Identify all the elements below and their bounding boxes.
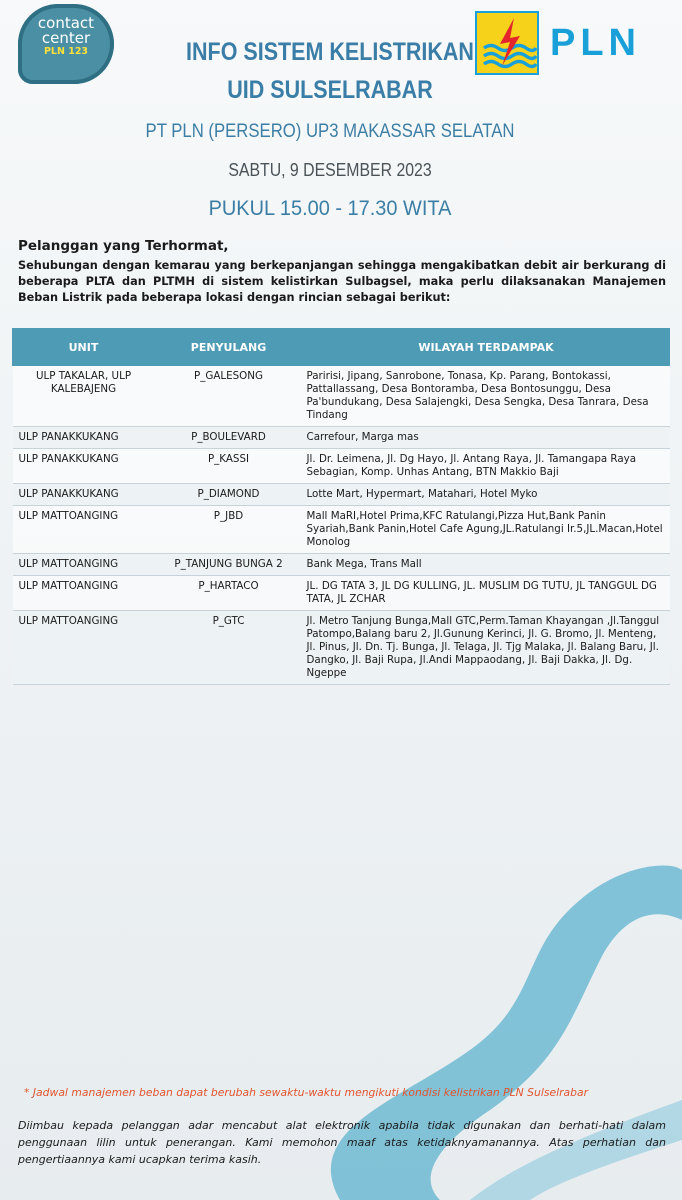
header-area: WILAYAH TERDAMPAK (303, 329, 670, 366)
cell-feeder: P_BOULEVARD (155, 427, 303, 449)
cell-unit: ULP MATTOANGING (13, 576, 155, 611)
table-row (13, 554, 670, 576)
cell-unit: ULP MATTOANGING (13, 554, 155, 576)
closing-paragraph: Diimbau kepada pelanggan adar mencabut alat elektronik apabila tidak digunakan dan berhati-hati dalam penggunaan lilin untuk penerangan. Kami memohon maaf atas ketidaknyamanannya. Atas perhatian dan pengertiaannya kami ucapkan terima kasih. (18, 1119, 666, 1166)
cell-feeder: P_JBD (155, 506, 303, 554)
pln-wordmark: PLN (550, 22, 641, 64)
schedule-date: SABTU, 9 DESEMBER 2023 (228, 160, 432, 180)
cell-unit: ULP MATTOANGING (13, 611, 155, 685)
cell-feeder: P_GALESONG (155, 366, 303, 427)
schedule-table (12, 328, 670, 685)
schedule-note: * Jadwal manajemen beban dapat berubah sewaktu-waktu mengikuti kondisi kelistrikan PLN Sulselrabar (24, 1086, 589, 1099)
cell-feeder: P_GTC (155, 611, 303, 685)
table-row (13, 611, 670, 685)
cell-area: Bank Mega, Trans Mall (303, 554, 670, 576)
header-unit: UNIT (13, 329, 155, 366)
cell-unit: ULP PANAKKUKANG (13, 484, 155, 506)
title-line-1: INFO SISTEM KELISTRIKAN (186, 38, 474, 66)
cell-feeder: P_KASSI (155, 449, 303, 484)
cell-feeder: P_TANJUNG BUNGA 2 (155, 554, 303, 576)
table-row (13, 427, 670, 449)
badge-line-1: contact (37, 14, 95, 32)
cell-area: Jl. Dr. Leimena, Jl. Dg Hayo, Jl. Antang Raya, Jl. Tamangapa Raya Sebagian, Komp. Unhas Antang, BTN Makkio Baji (303, 449, 670, 484)
company-name: PT PLN (PERSERO) UP3 MAKASSAR SELATAN (145, 121, 515, 142)
table-row (13, 506, 670, 554)
cell-area: JL. DG TATA 3, JL DG KULLING, JL. MUSLIM DG TUTU, JL TANGGUL DG TATA, JL ZCHAR (303, 576, 670, 611)
schedule-time: PUKUL 15.00 - 17.30 WITA (208, 197, 452, 220)
cell-unit: ULP MATTOANGING (13, 506, 155, 554)
cell-area: Lotte Mart, Hypermart, Matahari, Hotel Myko (303, 484, 670, 506)
cell-unit: ULP TAKALAR, ULP KALEBAJENG (13, 366, 155, 427)
table-row (13, 484, 670, 506)
intro-paragraph: Sehubungan dengan kemarau yang berkepanjangan sehingga mengakibatkan debit air berkurang di beberapa PLTA dan PLTMH di sistem kelistirkan Sulbagsel, maka perlu dilaksanakan Manajemen Beban Listrik pada beberapa lokasi dengan rincian sebagai berikut: (18, 259, 666, 304)
cell-unit: ULP PANAKKUKANG (13, 427, 155, 449)
cell-area: Paririsi, Jipang, Sanrobone, Tonasa, Kp. Parang, Bontokassi, Pattallassang, Desa Bontoramba, Desa Bontosunggu, Desa Pa'bundukang, Desa Salajengki, Desa Sengka, Desa Tanrara, Desa Tindang (303, 366, 670, 427)
table-row (13, 449, 670, 484)
cell-area: Carrefour, Marga mas (303, 427, 670, 449)
badge-line-3: PLN 123 (43, 46, 89, 57)
greeting: Pelanggan yang Terhormat, (18, 238, 229, 254)
table-row (13, 366, 670, 427)
table-header-row (13, 329, 670, 366)
title-line-2: UID SULSELRABAR (227, 76, 433, 104)
badge-line-2: center (41, 29, 91, 47)
header-feeder: PENYULANG (155, 329, 303, 366)
cell-feeder: P_DIAMOND (155, 484, 303, 506)
cell-area: Jl. Metro Tanjung Bunga,Mall GTC,Perm.Taman Khayangan ,Jl.Tanggul Patompo,Balang baru 2, Jl.Gunung Kerinci, Jl. G. Bromo, Jl. Menteng, Jl. Pinus, Jl. Dn. Tj. Bunga, Jl. Telaga, Jl. Tjg Malaka, Jl. Balang Baru, Jl. Dangko, Jl. Baji Rupa, Jl.Andi Mappaodang, Jl. Baji Dakka, Jl. Dg. Ngeppe (303, 611, 670, 685)
table-row (13, 576, 670, 611)
cell-area: Mall MaRI,Hotel Prima,KFC Ratulangi,Pizza Hut,Bank Panin Syariah,Bank Panin,Hotel Cafe Agung,JL.Ratulangi Ir.5,JL.Macan,Hotel Monolog (303, 506, 670, 554)
cell-feeder: P_HARTACO (155, 576, 303, 611)
cell-unit: ULP PANAKKUKANG (13, 449, 155, 484)
